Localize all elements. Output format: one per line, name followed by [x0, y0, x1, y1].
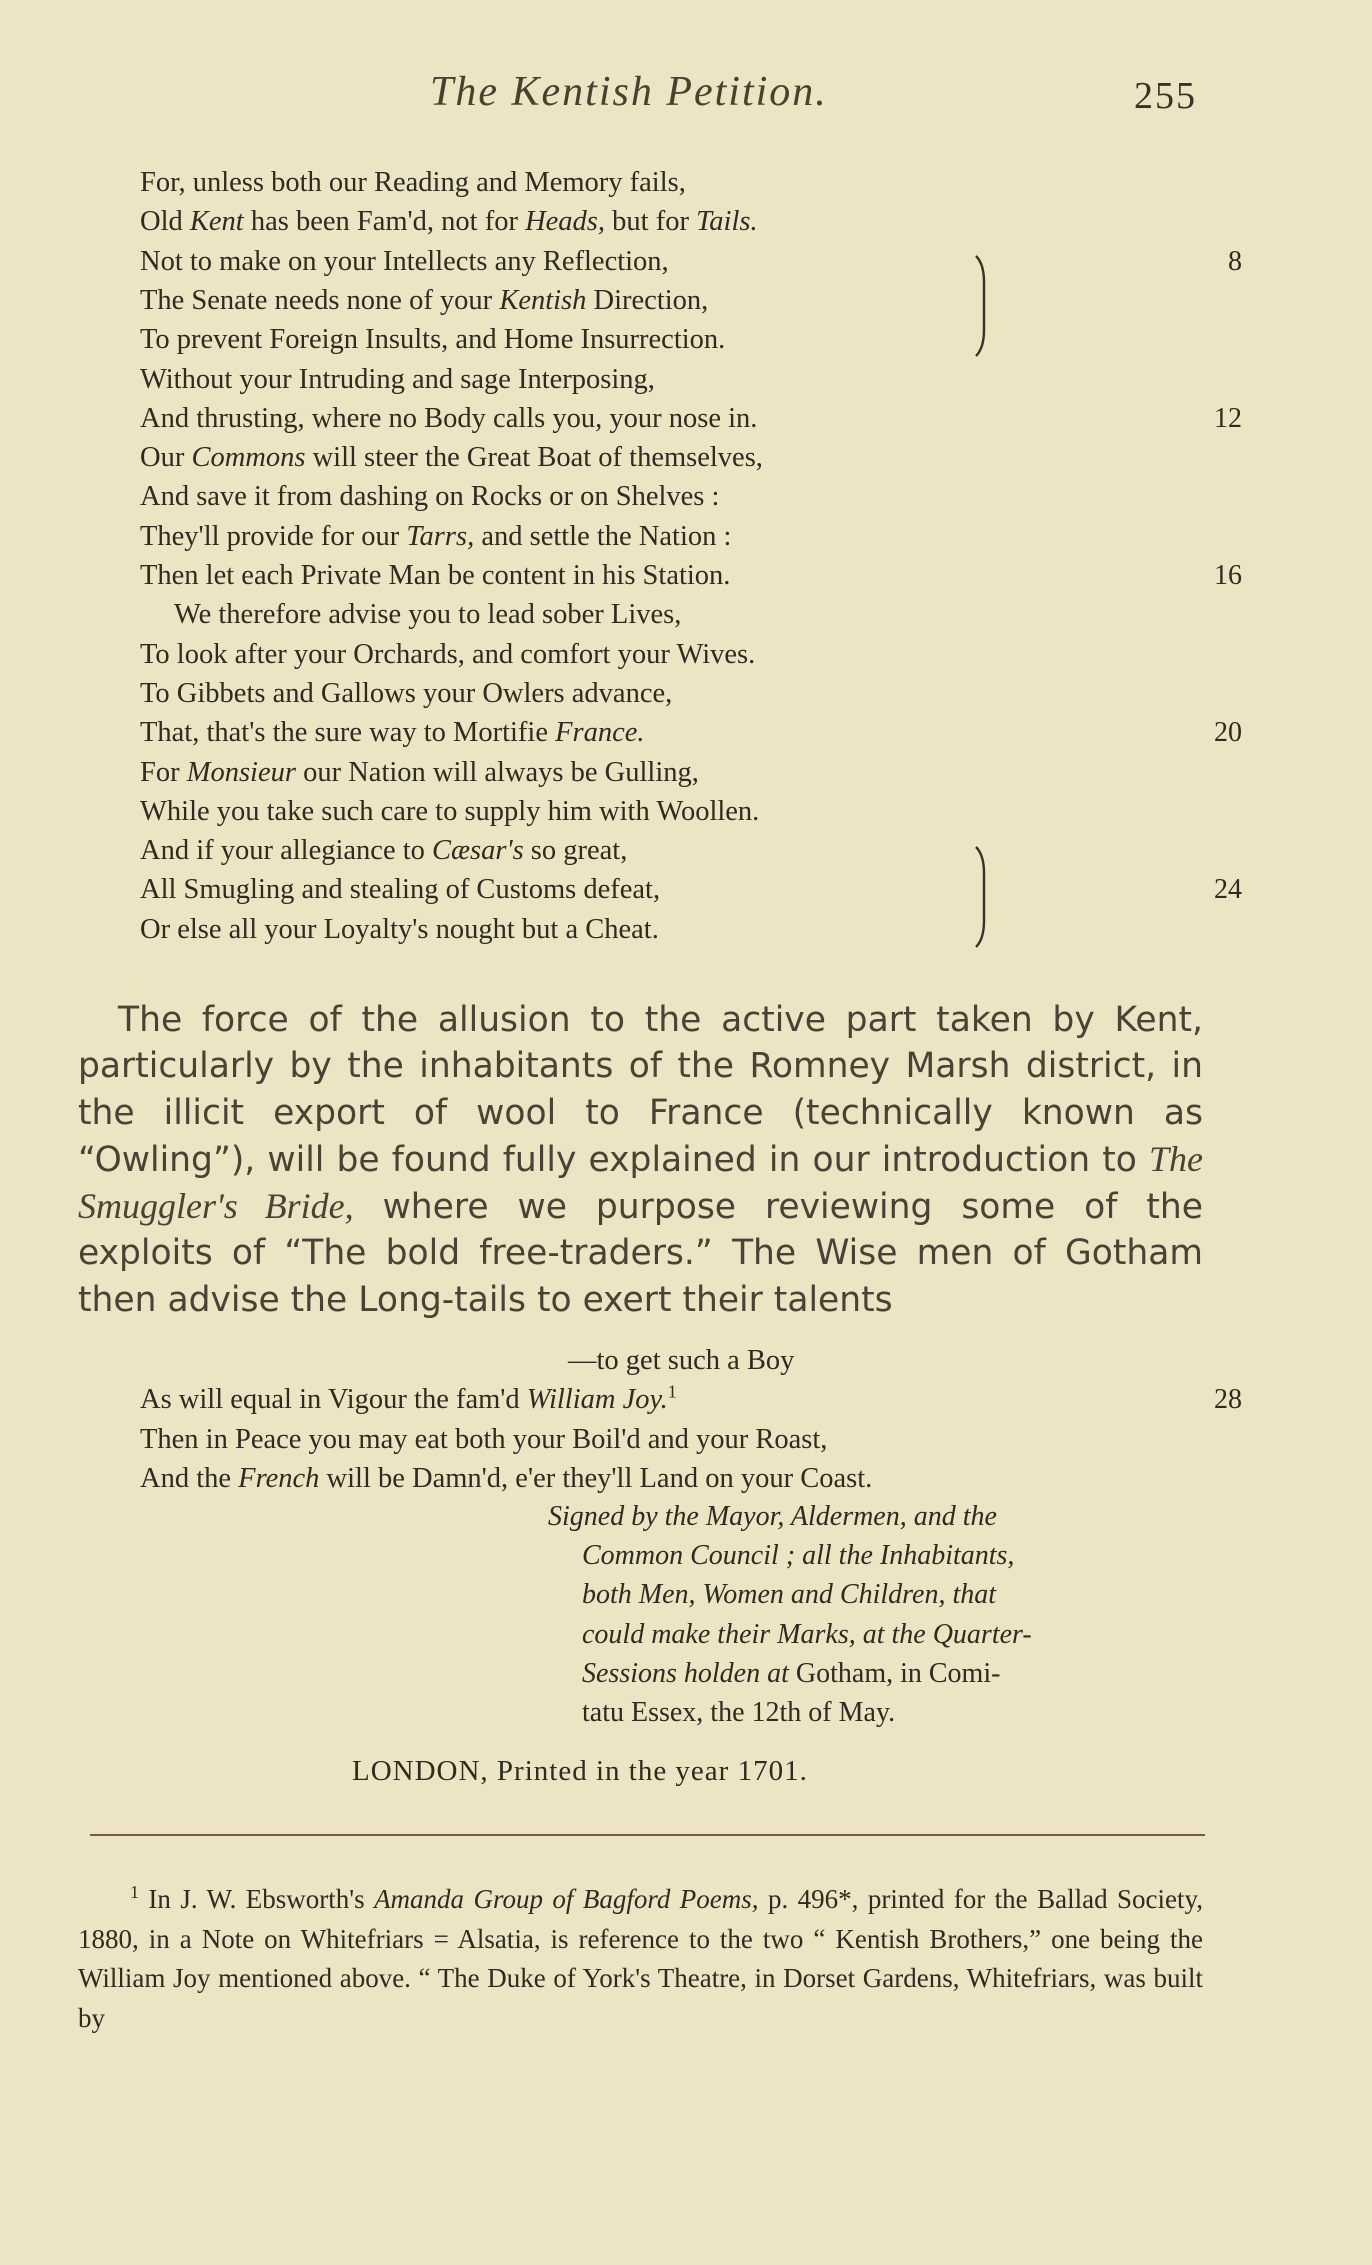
italic-text: Amanda Group of Bagford Poems,	[374, 1884, 759, 1914]
verse-line	[140, 792, 759, 831]
line-number: 20	[1214, 717, 1242, 749]
verse-line	[140, 360, 655, 399]
verse-line	[140, 674, 672, 713]
text-run: And the	[140, 1462, 239, 1494]
verse-line	[140, 910, 659, 949]
imprint-line: LONDON, Printed in the year 1701.	[352, 1755, 808, 1787]
verse-line	[140, 753, 699, 792]
signature-line	[548, 1693, 1138, 1732]
verse-line	[140, 438, 763, 477]
text-run: For, unless both our Reading and Memory fails,	[140, 167, 686, 198]
italic-text: Monsieur	[186, 756, 296, 788]
text-run: As will equal in Vigour the fam'd	[140, 1384, 527, 1416]
text-run: but for	[605, 206, 697, 238]
text-run: Our	[140, 442, 192, 474]
text-run: And save it from dashing on Rocks or on Shelves :	[140, 481, 720, 513]
signature-line	[548, 1536, 1138, 1575]
italic-text: Kent	[189, 206, 244, 238]
footnote-divider	[90, 1834, 1205, 1836]
text-run: Then let each Private Man be content in his Station.	[140, 560, 731, 591]
verse-line	[140, 320, 725, 359]
italic-text: Sessions holden at	[582, 1657, 789, 1689]
running-title: The Kentish Petition.	[430, 69, 828, 115]
footnote-marker: 1	[130, 1882, 139, 1902]
commentary-paragraph	[78, 997, 1203, 1323]
verse-line	[140, 1459, 872, 1498]
text-run: p. 496*, printed for the Ballad Society, 1880, in a Note on Whitefriars = Alsatia, is reference to the two “ Kentish Brothers,” one being the William Joy mentioned above. “ The Duke of York's Theatre, in Dorset Gardens, Whitefriars, was built by	[78, 1884, 1203, 2033]
italic-text: French	[238, 1462, 320, 1494]
text-run: Gotham, in Comi-	[788, 1657, 1001, 1689]
verse-line	[140, 1380, 677, 1419]
line-number: 8	[1228, 245, 1242, 277]
text-run: The Senate needs none of your	[140, 284, 500, 316]
triplet-bracket	[972, 252, 990, 360]
triplet-bracket	[972, 843, 990, 951]
text-run: Or else all your Loyalty's nought but a Cheat.	[140, 913, 659, 945]
italic-text: both Men, Women and Children, that	[582, 1579, 997, 1611]
signature-line	[548, 1497, 1138, 1536]
italic-text: Heads,	[525, 206, 606, 238]
text-run: has been Fam'd, not for	[243, 206, 526, 238]
text-run: For	[140, 756, 187, 788]
text-run: Direction,	[586, 284, 709, 316]
line-number: 28	[1214, 1384, 1242, 1416]
verse-line	[140, 635, 755, 674]
verse-line	[140, 242, 669, 281]
verse-line	[140, 870, 660, 909]
page-number: 255	[1134, 75, 1197, 117]
text-run: That, that's the sure way to Mortifie	[140, 717, 556, 749]
verse-line	[140, 556, 730, 595]
italic-text: Tarrs,	[406, 520, 475, 552]
line-number: 12	[1214, 402, 1242, 434]
verse-line	[140, 1420, 827, 1459]
italic-text: The Smuggler's Bride,	[78, 1138, 1203, 1227]
text-run: —to get such a Boy	[568, 1345, 795, 1376]
text-run: Then in Peace you may eat both your Boil'd and your Roast,	[140, 1423, 828, 1455]
verse-line	[140, 517, 731, 556]
text-run: and settle the Nation :	[474, 520, 732, 552]
verse-line	[140, 595, 681, 634]
text-run: To prevent Foreign Insults, and Home Insurrection.	[140, 324, 726, 356]
italic-text: William Joy.	[526, 1384, 668, 1416]
text-run: They'll provide for our	[140, 520, 407, 552]
text-run: In J. W. Ebsworth's	[139, 1884, 375, 1914]
text-run: Not to make on your Intellects any Reflection,	[140, 245, 669, 277]
text-run: We therefore advise you to lead sober Lives,	[174, 599, 682, 631]
text-run: our Nation will always be Gulling,	[295, 756, 699, 788]
italic-text: Commons	[191, 442, 306, 474]
italic-text: Tails.	[696, 206, 758, 238]
verse-line	[140, 163, 686, 202]
text-run: While you take such care to supply him with Woollen.	[140, 795, 760, 827]
text-run: tatu Essex, the 12th of May.	[582, 1697, 896, 1729]
text-run: And if your allegiance to	[140, 835, 433, 867]
text-run: will steer the Great Boat of themselves,	[305, 442, 763, 474]
signature-line	[548, 1615, 1138, 1654]
text-run: Old	[140, 206, 190, 238]
text-run: so great,	[523, 835, 628, 867]
italic-text: could make their Marks, at the Quarter-	[582, 1618, 1032, 1650]
italic-text: France.	[555, 717, 645, 749]
signature-block	[548, 1497, 1138, 1732]
italic-text: Cæsar's	[432, 835, 524, 867]
signature-line	[548, 1654, 1138, 1693]
text-run: To Gibbets and Gallows your Owlers advance,	[140, 677, 673, 709]
footnote	[78, 1880, 1203, 2038]
verse-line	[568, 1341, 794, 1380]
verse-line	[140, 281, 708, 320]
line-number: 16	[1214, 560, 1242, 591]
verse-line	[140, 831, 627, 870]
signature-line	[548, 1575, 1138, 1614]
italic-text: Signed by the Mayor, Aldermen, and the	[548, 1501, 997, 1532]
text-run: where we purpose reviewing some of the exploits of “The bold free-traders.” The Wise men of Gotham then advise the Long-tails to exert their talents	[78, 1187, 1203, 1320]
verse-line	[140, 399, 757, 438]
text-run: The force of the allusion to the active part taken by Kent, particularly by the inhabitants of the Romney Marsh district, in the illicit export of wool to France (technically known as “Owling”), will be found fully explained in our introduction to	[78, 1000, 1203, 1180]
footnote-marker: 1	[667, 1381, 677, 1402]
verse-line	[140, 477, 719, 516]
italic-text: Kentish	[499, 284, 587, 316]
verse-line	[140, 202, 758, 241]
text-run: All Smugling and stealing of Customs defeat,	[140, 874, 661, 906]
line-number: 24	[1214, 874, 1242, 906]
italic-text: Common Council ; all the Inhabitants,	[582, 1540, 1015, 1572]
text-run: To look after your Orchards, and comfort your Wives.	[140, 638, 756, 670]
verse-line	[140, 713, 645, 752]
text-run: will be Damn'd, e'er they'll Land on your Coast.	[319, 1462, 873, 1494]
text-run: Without your Intruding and sage Interposing,	[140, 363, 655, 395]
text-run: And thrusting, where no Body calls you, your nose in.	[140, 402, 758, 434]
